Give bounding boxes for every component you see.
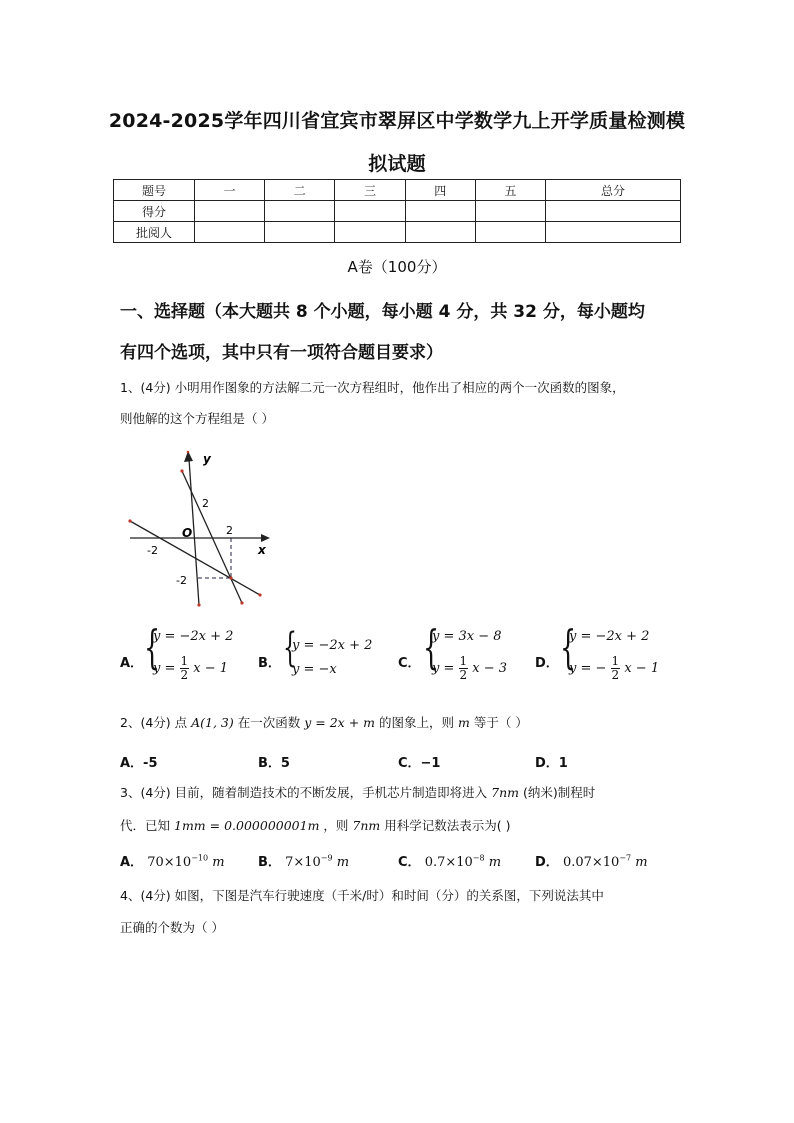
q2-option-d: D．1: [535, 756, 568, 771]
question-3-text: 用科学记数法表示为( ): [384, 818, 511, 833]
score-cell: [195, 201, 265, 222]
brace-icon: {: [283, 625, 297, 671]
q3-option-b: [258, 851, 349, 870]
option-label: D．: [535, 656, 559, 671]
equation-part: x − 1: [624, 661, 660, 676]
option-label: C．: [398, 656, 421, 671]
option-label: C．: [398, 855, 421, 870]
fraction-denominator: 2: [180, 668, 189, 682]
score-table-row-label: 批阅人: [114, 222, 195, 243]
endpoint-dot: [240, 601, 243, 604]
option-value: 7×10: [285, 855, 321, 870]
question-2-text: 的图象上，则: [379, 715, 455, 730]
math-expression: 7nm: [491, 785, 519, 800]
equation-part: y = −: [569, 661, 607, 676]
score-cell: [546, 222, 681, 243]
fraction: [180, 655, 190, 682]
equation: y = 3x − 8: [432, 629, 502, 644]
question-3-line1: [120, 783, 595, 801]
fraction-numerator: 1: [611, 654, 620, 668]
score-table: [113, 179, 681, 243]
unit: m: [212, 855, 225, 870]
intersection-dot: [229, 576, 232, 579]
brace-icon: {: [423, 620, 440, 674]
math-variable: m: [458, 715, 470, 730]
option-label: A．: [120, 855, 144, 870]
fraction: [459, 655, 469, 682]
line-2: [130, 521, 260, 595]
section-heading-line2: 有四个选项，其中只有一项符合题目要求）: [120, 343, 443, 363]
q3-option-a: [120, 851, 225, 870]
score-table-header-cell: 一: [195, 180, 265, 201]
question-3-text: ，则: [323, 818, 349, 833]
q2-option-b: B．5: [258, 756, 290, 771]
question-2-text: 2、(4分) 点: [120, 715, 188, 730]
option-label: D．: [535, 855, 559, 870]
q2-option-c: C．−1: [398, 756, 441, 771]
score-table-header-row: [114, 180, 681, 201]
fraction-numerator: 1: [180, 654, 189, 668]
question-1-graph: [120, 445, 280, 610]
volume-heading: A卷（100分）: [347, 258, 447, 276]
x-tick-label: 2: [226, 524, 233, 537]
q3-option-d: [535, 851, 648, 870]
question-2: [120, 713, 528, 731]
fraction: [611, 655, 621, 682]
equation: y = −2x + 2: [292, 638, 373, 653]
q3-option-c: [398, 851, 501, 870]
score-cell: [265, 201, 335, 222]
score-cell: [335, 222, 405, 243]
score-table-header-cell: 四: [405, 180, 475, 201]
x-axis-label: x: [258, 543, 266, 557]
question-2-text: 在一次函数: [237, 715, 301, 730]
equation-part: y =: [432, 661, 455, 676]
q2-option-a: A．-5: [120, 756, 158, 771]
question-3-line2: [120, 816, 511, 834]
brace-icon: {: [144, 620, 161, 674]
exponent: −8: [472, 853, 485, 863]
question-3-text: (纳米)制程时: [522, 785, 596, 800]
option-label: B．: [258, 656, 281, 671]
origin-label: O: [182, 526, 193, 540]
equation-part: y =: [153, 661, 176, 676]
x-axis-arrow-icon: [261, 534, 270, 542]
endpoint-dot: [187, 451, 190, 454]
question-2-text: 等于（ ）: [473, 715, 528, 730]
exponent: −10: [191, 853, 209, 863]
question-4-line1: 4、(4分) 如图，下图是汽车行驶速度（千米/时）和时间（分）的关系图，下列说法其中: [120, 888, 604, 903]
endpoint-dot: [197, 603, 200, 606]
question-1-line2: 则他解的这个方程组是（ ）: [120, 411, 274, 426]
score-table-row: [114, 222, 681, 243]
unit: m: [488, 855, 502, 870]
endpoint-dot: [180, 469, 183, 472]
score-table-header-cell: 二: [265, 180, 335, 201]
score-cell: [475, 201, 545, 222]
equation: [432, 655, 507, 682]
score-cell: [475, 222, 545, 243]
y-axis-label: y: [203, 452, 211, 466]
score-cell: [195, 222, 265, 243]
question-3-text: 代．已知: [120, 818, 171, 833]
equation: y = −2x + 2: [153, 629, 234, 644]
math-expression: 1mm = 0.000000001m: [174, 818, 320, 833]
x-tick-label: -2: [147, 544, 158, 557]
score-table-row-label: 得分: [114, 201, 195, 222]
math-function: y = 2x + m: [304, 715, 376, 730]
question-3-text: 3、(4分) 目前，随着制造技术的不断发展，手机芯片制造即将进入: [120, 785, 488, 800]
endpoint-dot: [258, 593, 261, 596]
exponent: −9: [320, 853, 333, 863]
option-value: 0.7×10: [424, 855, 473, 870]
brace-icon: {: [560, 620, 577, 674]
endpoint-dot: [128, 519, 131, 522]
option-value: 0.07×10: [562, 855, 620, 870]
math-expression: 7nm: [352, 818, 381, 833]
equation: [569, 655, 659, 682]
score-table-header-cell: 五: [475, 180, 545, 201]
question-1-line1: 1、(4分) 小明用作图象的方法解二元一次方程组时，他作出了相应的两个一次函数的图象，: [120, 380, 625, 395]
equation-part: x − 1: [193, 661, 229, 676]
equation: y = −x: [292, 662, 337, 677]
document-title-line1: 2024-2025学年四川省宜宾市翠屏区中学数学九上开学质量检测模: [108, 110, 686, 132]
document-title-line2: 拟试题: [368, 153, 426, 175]
option-value: 70×10: [147, 855, 192, 870]
unit: m: [635, 855, 648, 870]
option-label: B．: [258, 855, 281, 870]
math-point: A(1, 3): [191, 715, 234, 730]
equation-part: x − 3: [472, 661, 508, 676]
option-label: A．: [120, 656, 144, 671]
fraction-denominator: 2: [459, 668, 468, 682]
equation: y = −2x + 2: [569, 629, 650, 644]
section-heading-line1: 一、选择题（本大题共 8 个小题，每小题 4 分，共 32 分，每小题均: [120, 302, 645, 322]
score-table-header-cell: 题号: [114, 180, 195, 201]
score-cell: [405, 201, 475, 222]
score-cell: [405, 222, 475, 243]
equation: [153, 655, 228, 682]
fraction-numerator: 1: [459, 654, 468, 668]
score-cell: [546, 201, 681, 222]
exponent: −7: [619, 853, 632, 863]
y-tick-label: 2: [202, 497, 209, 510]
y-tick-label: -2: [176, 574, 187, 587]
question-4-line2: 正确的个数为（ ）: [120, 920, 224, 935]
score-cell: [335, 201, 405, 222]
fraction-denominator: 2: [611, 668, 620, 682]
score-cell: [265, 222, 335, 243]
score-table-header-cell: 总分: [546, 180, 681, 201]
score-table-header-cell: 三: [335, 180, 405, 201]
score-table-row: [114, 201, 681, 222]
unit: m: [336, 855, 350, 870]
